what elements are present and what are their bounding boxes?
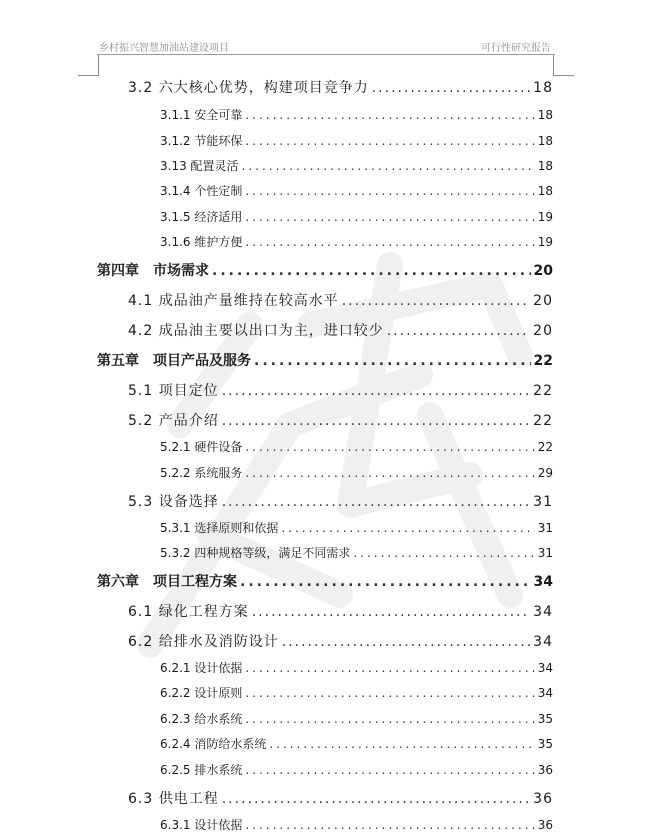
- toc-entry-title: 6.3.1 设计依据: [160, 818, 243, 832]
- dot-leader: [222, 413, 530, 429]
- toc-page-number: 31: [533, 494, 553, 510]
- toc-entry-title: 第四章 市场需求: [97, 263, 209, 279]
- header-report-type: 可行性研究报告: [481, 43, 551, 54]
- toc-page-number: 20: [533, 293, 553, 309]
- toc-entry-section[interactable]: [128, 320, 553, 342]
- toc-entry-subsection[interactable]: [160, 816, 553, 838]
- dot-leader: [245, 763, 534, 777]
- dot-leader: [242, 159, 535, 173]
- toc-entry-section[interactable]: [128, 631, 553, 653]
- dot-leader: [212, 263, 531, 279]
- toc-page-number: 22: [533, 383, 553, 399]
- dot-leader: [222, 383, 530, 399]
- toc-entry-subsection[interactable]: [160, 208, 553, 230]
- toc-page-number: 34: [537, 686, 553, 700]
- dot-leader: [245, 686, 534, 700]
- dot-leader: [245, 712, 534, 726]
- toc-entry-chapter[interactable]: [97, 350, 553, 372]
- toc-page-number: 35: [537, 737, 553, 751]
- toc-page-number: 18: [537, 184, 553, 198]
- toc-entry-title: 3.1.6 维护方便: [160, 235, 243, 249]
- dot-leader: [245, 134, 534, 148]
- toc-page-number: 22: [533, 353, 553, 369]
- dot-leader: [269, 737, 534, 751]
- dot-leader: [353, 546, 534, 560]
- toc-entry-title: 5.2 产品介绍: [128, 413, 219, 429]
- toc-page-number: 20: [533, 263, 553, 279]
- toc-entry-subsection[interactable]: [160, 544, 553, 566]
- toc-entry-title: 5.2.2 系统服务: [160, 466, 243, 480]
- toc-entry-title: 第五章 项目产品及服务: [97, 353, 251, 369]
- toc-entry-title: 3.13 配置灵活: [160, 159, 239, 173]
- toc-entry-subsection[interactable]: [160, 233, 553, 255]
- toc-entry-subsection[interactable]: [160, 106, 553, 128]
- toc-entry-section[interactable]: [128, 410, 553, 432]
- toc-entry-chapter[interactable]: [97, 571, 553, 593]
- toc-entry-title: 5.3 设备选择: [128, 494, 219, 510]
- dot-leader: [245, 210, 534, 224]
- dot-leader: [240, 574, 531, 590]
- dot-leader: [254, 353, 531, 369]
- toc-page-number: 18: [537, 159, 553, 173]
- toc-entry-subsection[interactable]: [160, 519, 553, 541]
- toc-entry-subsection[interactable]: [160, 157, 553, 179]
- dot-leader: [252, 604, 530, 620]
- toc-entry-title: 6.2.3 给水系统: [160, 712, 243, 726]
- toc-entry-section[interactable]: [128, 290, 553, 312]
- toc-page-number: 34: [533, 634, 553, 650]
- toc-entry-subsection[interactable]: [160, 132, 553, 154]
- toc-entry-section[interactable]: [128, 77, 553, 99]
- toc-entry-title: 6.3 供电工程: [128, 791, 219, 807]
- toc-page-number: 34: [537, 661, 553, 675]
- toc-page-number: 19: [537, 210, 553, 224]
- toc-entry-subsection[interactable]: [160, 182, 553, 204]
- dot-leader: [245, 440, 534, 454]
- toc-entry-subsection[interactable]: [160, 761, 553, 783]
- toc-page-number: 31: [537, 521, 553, 535]
- dot-leader: [245, 235, 534, 249]
- toc-page-number: 35: [537, 712, 553, 726]
- toc-entry-title: 3.2 六大核心优势，构建项目竞争力: [128, 80, 369, 96]
- dot-leader: [372, 80, 530, 96]
- dot-leader: [387, 323, 530, 339]
- toc-page-number: 36: [537, 763, 553, 777]
- dot-leader: [342, 293, 530, 309]
- toc-entry-subsection[interactable]: [160, 735, 553, 757]
- toc-entry-title: 5.3.2 四种规格等级，满足不同需求: [160, 546, 351, 560]
- dot-leader: [245, 818, 534, 832]
- dot-leader: [245, 184, 534, 198]
- toc-entry-subsection[interactable]: [160, 464, 553, 486]
- dot-leader: [245, 661, 534, 675]
- toc-page-number: 29: [537, 466, 553, 480]
- toc-page-number: 20: [533, 323, 553, 339]
- toc-entry-title: 3.1.4 个性定制: [160, 184, 243, 198]
- toc-page-number: 18: [537, 134, 553, 148]
- toc-entry-title: 6.2.1 设计依据: [160, 661, 243, 675]
- dot-leader: [282, 634, 530, 650]
- toc-entry-title: 5.3.1 选择原则和依据: [160, 521, 279, 535]
- toc-entry-chapter[interactable]: [97, 260, 553, 282]
- header-project-title: 乡村振兴智慧加油站建设项目: [99, 43, 229, 54]
- toc-entry-title: 5.2.1 硬件设备: [160, 440, 243, 454]
- toc-entry-title: 4.2 成品油主要以出口为主，进口较少: [128, 323, 384, 339]
- toc-entry-title: 3.1.1 安全可靠: [160, 108, 243, 122]
- toc-entry-title: 5.1 项目定位: [128, 383, 219, 399]
- toc-page-number: 18: [537, 108, 553, 122]
- toc-entry-title: 6.2.5 排水系统: [160, 763, 243, 777]
- toc-page-number: 36: [537, 818, 553, 832]
- toc-entry-subsection[interactable]: [160, 438, 553, 460]
- toc-page-number: 34: [533, 574, 553, 590]
- dot-leader: [281, 521, 534, 535]
- toc-page-number: 31: [537, 546, 553, 560]
- toc-entry-section[interactable]: [128, 491, 553, 513]
- toc-entry-title: 第六章 项目工程方案: [97, 574, 237, 590]
- toc-entry-title: 6.1 绿化工程方案: [128, 604, 249, 620]
- toc-entry-title: 4.1 成品油产量维持在较高水平: [128, 293, 339, 309]
- toc-entry-section[interactable]: [128, 380, 553, 402]
- dot-leader: [245, 466, 534, 480]
- toc-entry-subsection[interactable]: [160, 710, 553, 732]
- toc-entry-section[interactable]: [128, 601, 553, 623]
- toc-entry-subsection[interactable]: [160, 659, 553, 681]
- dot-leader: [222, 791, 530, 807]
- toc-entry-title: 6.2.2 设计原则: [160, 686, 243, 700]
- toc-entry-title: 3.1.2 节能环保: [160, 134, 243, 148]
- toc-entry-title: 6.2.4 消防给水系统: [160, 737, 267, 751]
- toc-entry-subsection[interactable]: [160, 684, 553, 706]
- toc-entry-title: 6.2 给排水及消防设计: [128, 634, 279, 650]
- toc-page-number: 18: [533, 80, 553, 96]
- toc-page-number: 22: [537, 440, 553, 454]
- dot-leader: [222, 494, 530, 510]
- toc-page-number: 36: [533, 791, 553, 807]
- toc-page-number: 22: [533, 413, 553, 429]
- dot-leader: [245, 108, 534, 122]
- toc-entry-title: 3.1.5 经济适用: [160, 210, 243, 224]
- toc-page-number: 34: [533, 604, 553, 620]
- toc-page-number: 19: [537, 235, 553, 249]
- toc-entry-section[interactable]: [128, 788, 553, 810]
